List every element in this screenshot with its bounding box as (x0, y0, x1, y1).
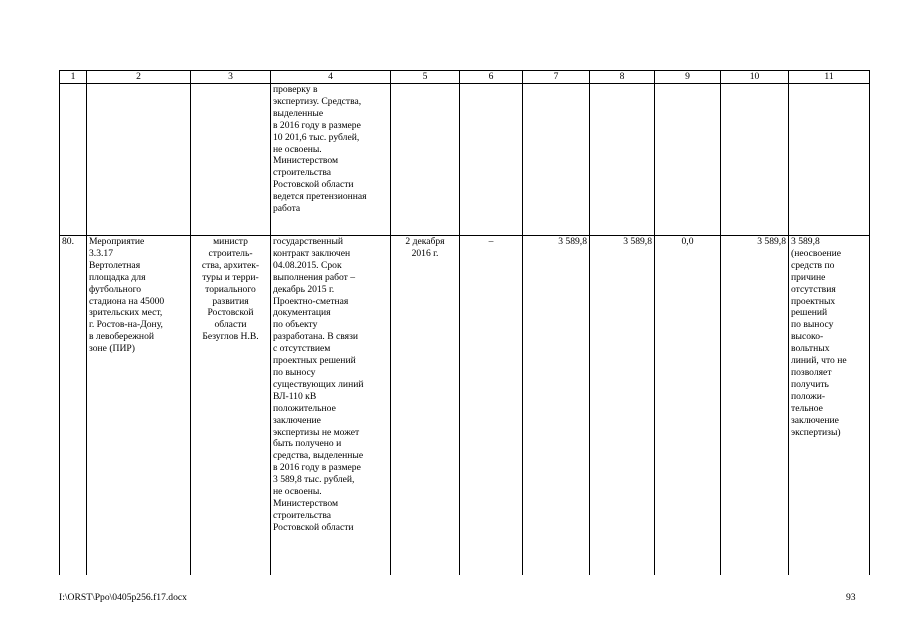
responsible-person: министр строитель- ства, архитек- туры и терри- ториального развития Ростовской области Безуглов Н.В. (191, 236, 271, 576)
cell-empty (391, 84, 460, 236)
continued-result-text: проверку в экспертизу. Средства, выделенные в 2016 году в размере 10 201,6 тыс. рублей, не освоены. Министерством строительства Ростовской области ведется претензионная работа (271, 84, 391, 236)
col10-value: 3 589,8 (721, 236, 789, 576)
table-header-row (60, 71, 870, 84)
cell-empty (789, 84, 870, 236)
file-path: I:\ORST\Ppo\0405p256.f17.docx (59, 592, 187, 603)
table-row-80 (60, 236, 870, 576)
result-description: государственный контракт заключен 04.08.2015. Срок выполнения работ – декабрь 2015 г. Проектно-сметная документация по объекту разработана. В связи с отсутствием проектных решений по выносу существующих линий ВЛ-110 кВ положительное заключение экспертизы не может быть получено и средства, выделенные в 2016 году в размере 3 589,8 тыс. рублей, не освоены. Министерством строительства Ростовской области (271, 236, 391, 576)
report-table (59, 70, 870, 575)
header-cell: 2 (87, 71, 191, 84)
table-row-continuation (60, 84, 870, 236)
cell-empty (523, 84, 590, 236)
col6-value: – (460, 236, 523, 576)
col9-value: 0,0 (655, 236, 721, 576)
col8-value: 3 589,8 (590, 236, 655, 576)
col11-note: 3 589,8 (неосвоение средств по причине отсутствия проектных решений по выносу высоко- вольтных линий, что не позволяет получить положи- тельное заключение экспертизы) (789, 236, 870, 576)
header-cell: 5 (391, 71, 460, 84)
header-cell: 9 (655, 71, 721, 84)
cell-empty (191, 84, 271, 236)
cell-empty (721, 84, 789, 236)
cell-empty (60, 84, 87, 236)
cell-empty (460, 84, 523, 236)
header-cell: 8 (590, 71, 655, 84)
cell-empty (87, 84, 191, 236)
cell-empty (655, 84, 721, 236)
header-cell: 10 (721, 71, 789, 84)
page-number: 93 (846, 592, 856, 603)
header-cell: 7 (523, 71, 590, 84)
measure-name: Мероприятие 3.3.17 Вертолетная площадка для футбольного стадиона на 45000 зрительских мест, г. Ростов-на-Дону, в левобережной зоне (ПИР) (87, 236, 191, 576)
deadline-date: 2 декабря 2016 г. (391, 236, 460, 576)
cell-empty (590, 84, 655, 236)
header-cell: 11 (789, 71, 870, 84)
header-cell: 6 (460, 71, 523, 84)
row-number: 80. (60, 236, 87, 576)
col7-value: 3 589,8 (523, 236, 590, 576)
header-cell: 1 (60, 71, 87, 84)
header-cell: 4 (271, 71, 391, 84)
header-cell: 3 (191, 71, 271, 84)
